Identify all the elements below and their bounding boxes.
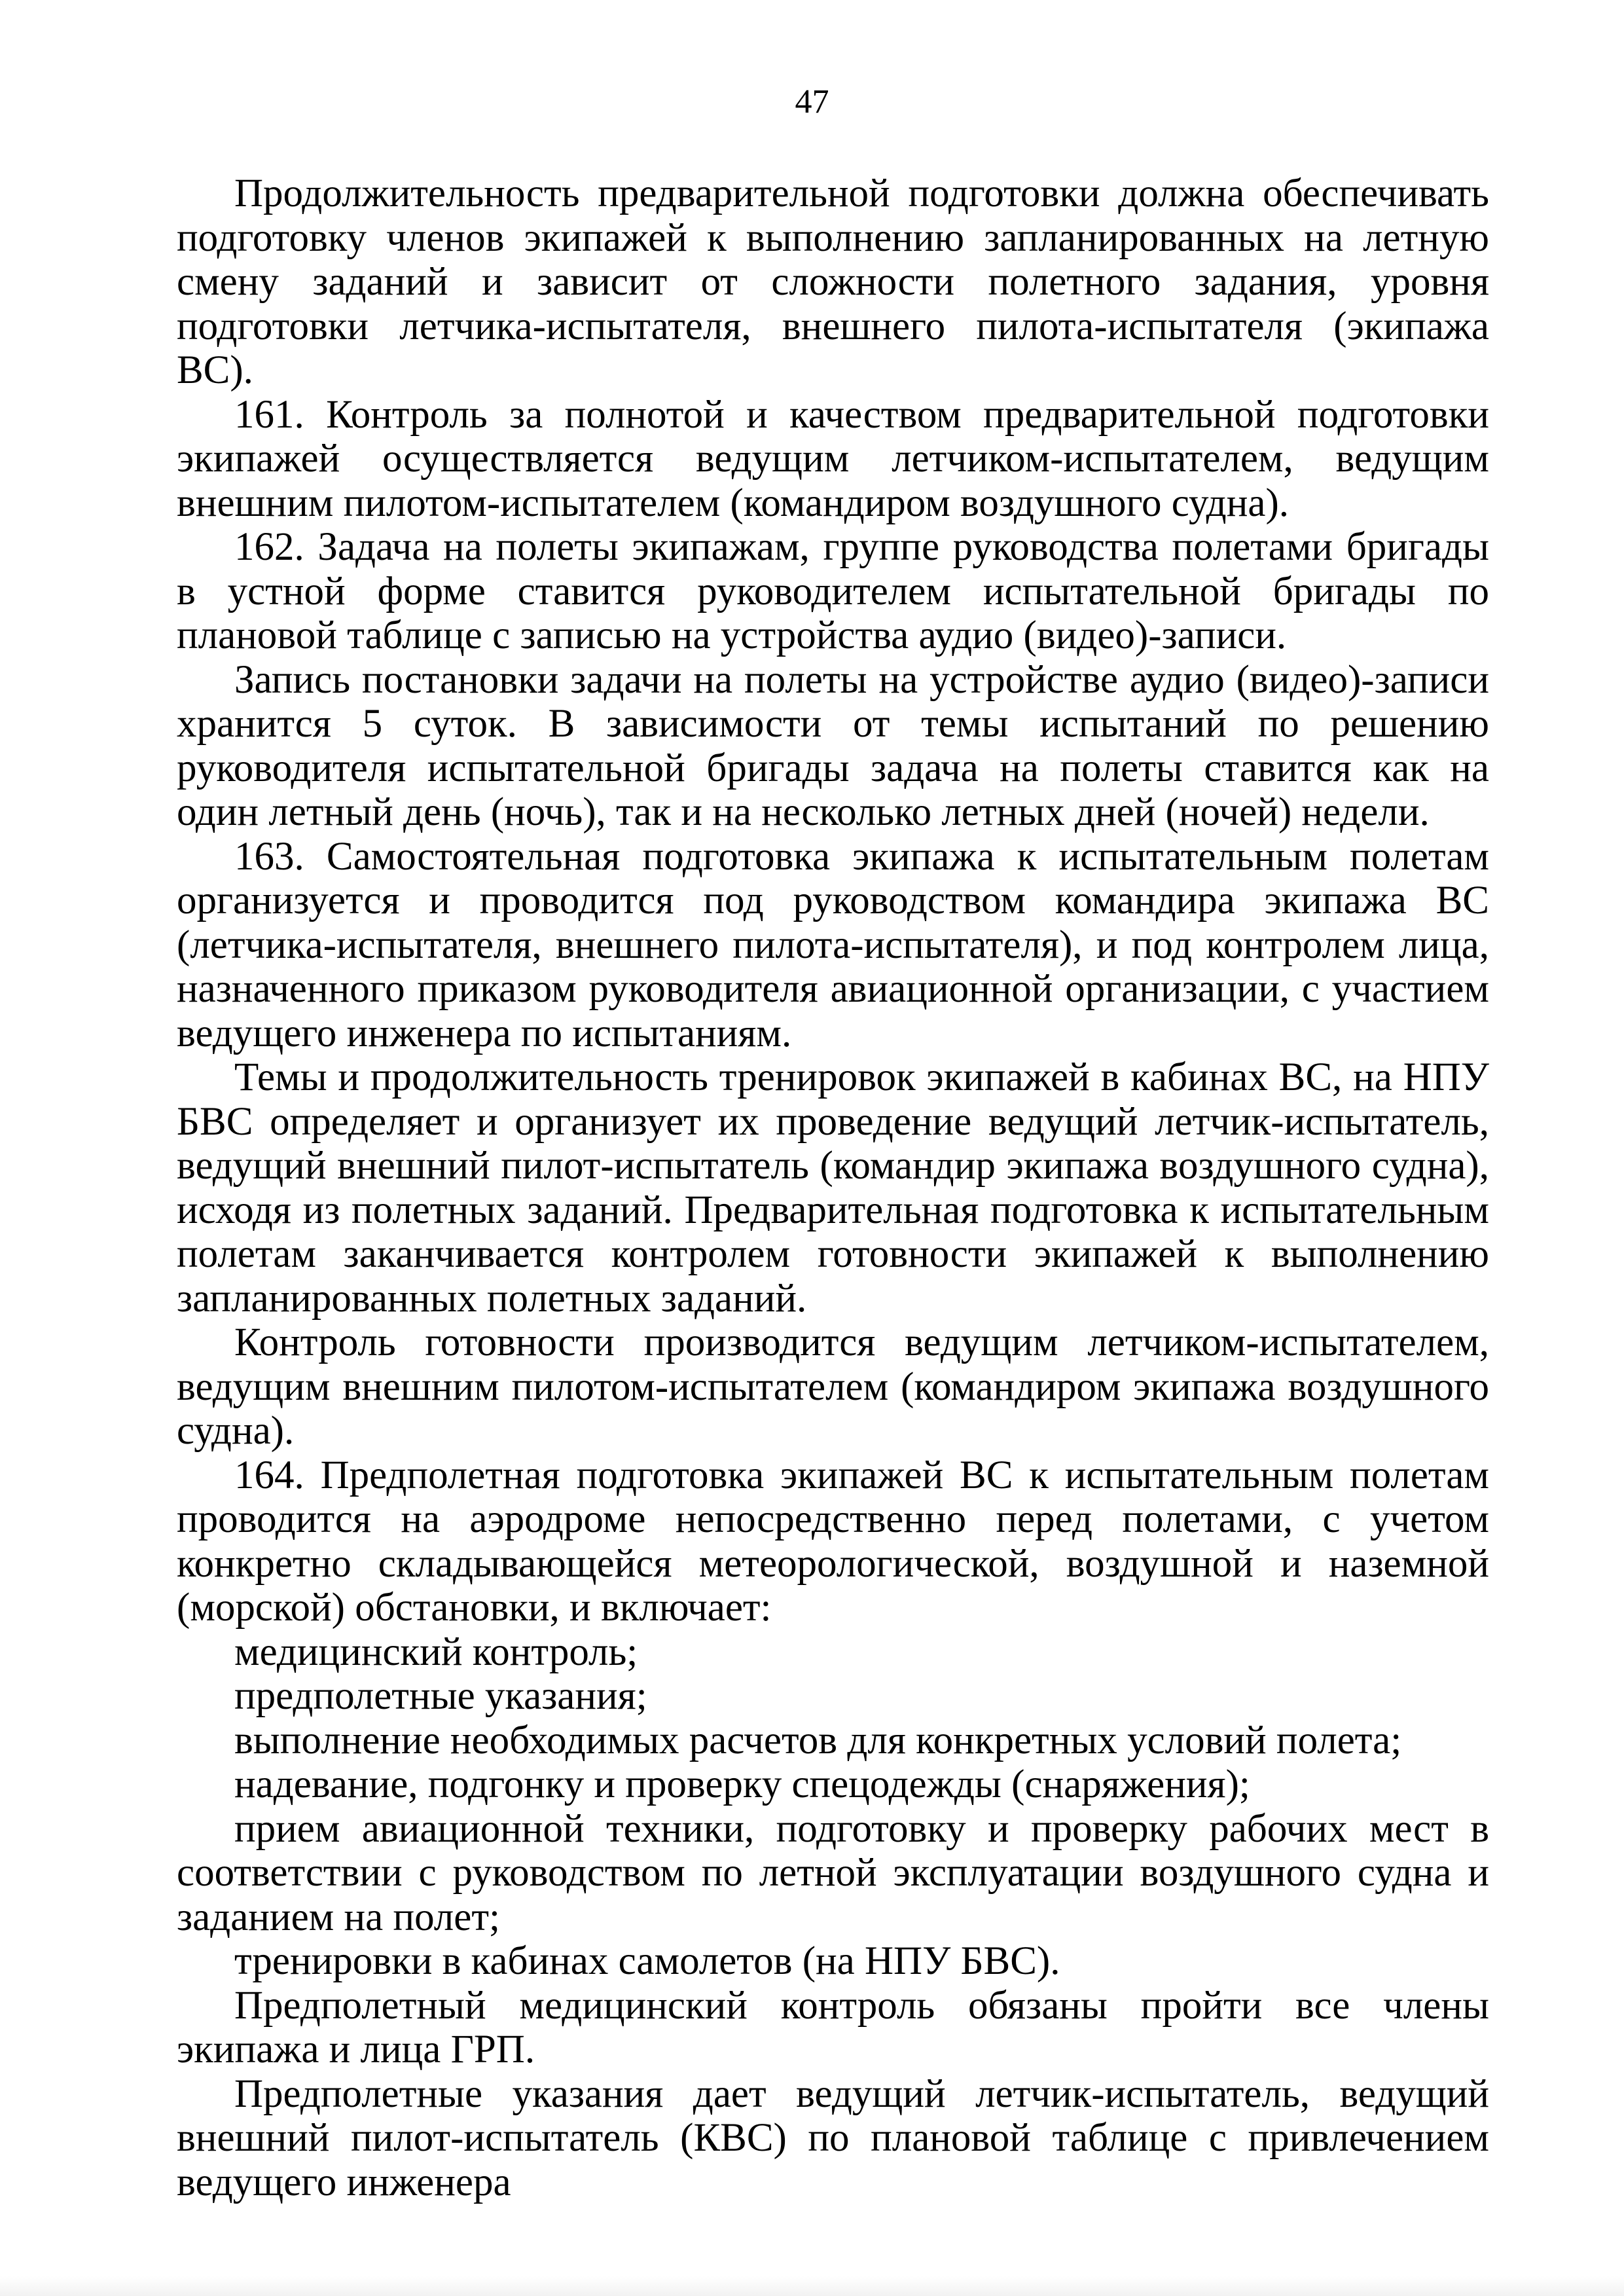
list-item-calculations: выполнение необходимых расчетов для конкретных условий полета; [234,1718,1402,1762]
paragraph-medical-control: Предполетный медицинский контроль обязаны пройти все члены экипажа и лица ГРП. [177,1983,1489,2071]
paragraph-163: 163. Самостоятельная подготовка экипажа к испытательным полетам организуется и проводится под руководством командира экипажа ВС (летчика-испытателя, внешнего пилота-испытателя), и под контролем лица, назначенного приказом руководителя авиационной организации, с участием ведущего инженера по испытаниям. [177,834,1489,1055]
list-item-cockpit-training: тренировки в кабинах самолетов (на НПУ БВС). [234,1939,1060,1983]
scan-bottom-edge [0,2276,1624,2296]
list-item-medical-control: медицинский контроль; [234,1630,638,1674]
paragraph-readiness-control: Контроль готовности производится ведущим летчиком-испытателем, ведущим внешним пилотом-испытателем (командиром экипажа воздушного судна). [177,1321,1489,1453]
paragraph-preliminary-duration: Продолжительность предварительной подготовки должна обеспечивать подготовку членов экипажей к выполнению запланированных на летную смену заданий и зависит от сложности полетного задания, уровня подготовки летчика-испытателя, внешнего пилота-испытателя (экипажа ВС). [177,172,1489,392]
list-item-aircraft-acceptance: прием авиационной техники, подготовку и проверку рабочих мест в соответствии с руководством по летной эксплуатации воздушного судна и заданием на полет; [177,1806,1489,1939]
document-body [177,172,1489,2204]
paragraph-162: 162. Задача на полеты экипажам, группе руководства полетами бригады в устной форме ставится руководителем испытательной бригады по плановой таблице с записью на устройства аудио (видео)-записи. [177,525,1489,657]
paragraph-164: 164. Предполетная подготовка экипажей ВС к испытательным полетам проводится на аэродроме непосредственно перед полетами, с учетом конкретно складывающейся метеорологической, воздушной и наземной (морской) обстановки, и включает: [177,1453,1489,1630]
page-number: 47 [795,83,829,120]
list-item-equipment-fitting: надевание, подгонку и проверку спецодежды (снаряжения); [234,1762,1250,1806]
paragraph-preflight-instructions: Предполетные указания дает ведущий летчик-испытатель, ведущий внешний пилот-испытатель (КВС) по плановой таблице с привлечением ведущего инженера [177,2071,1489,2204]
list-item-preflight-instructions: предполетные указания; [234,1674,647,1718]
paragraph-training-topics: Темы и продолжительность тренировок экипажей в кабинах ВС, на НПУ БВС определяет и организует их проведение ведущий летчик-испытатель, ведущий внешний пилот-испытатель (командир экипажа воздушного судна), исходя из полетных заданий. Предварительная подготовка к испытательным полетам заканчивается контролем готовности экипажей к выполнению запланированных полетных заданий. [177,1055,1489,1321]
paragraph-161: 161. Контроль за полнотой и качеством предварительной подготовки экипажей осуществляется ведущим летчиком-испытателем, ведущим внешним пилотом-испытателем (командиром воздушного судна). [177,392,1489,525]
paragraph-recording-storage: Запись постановки задачи на полеты на устройстве аудио (видео)-записи хранится 5 суток. В зависимости от темы испытаний по решению руководителя испытательной бригады задача на полеты ставится как на один летный день (ночь), так и на несколько летных дней (ночей) недели. [177,657,1489,834]
